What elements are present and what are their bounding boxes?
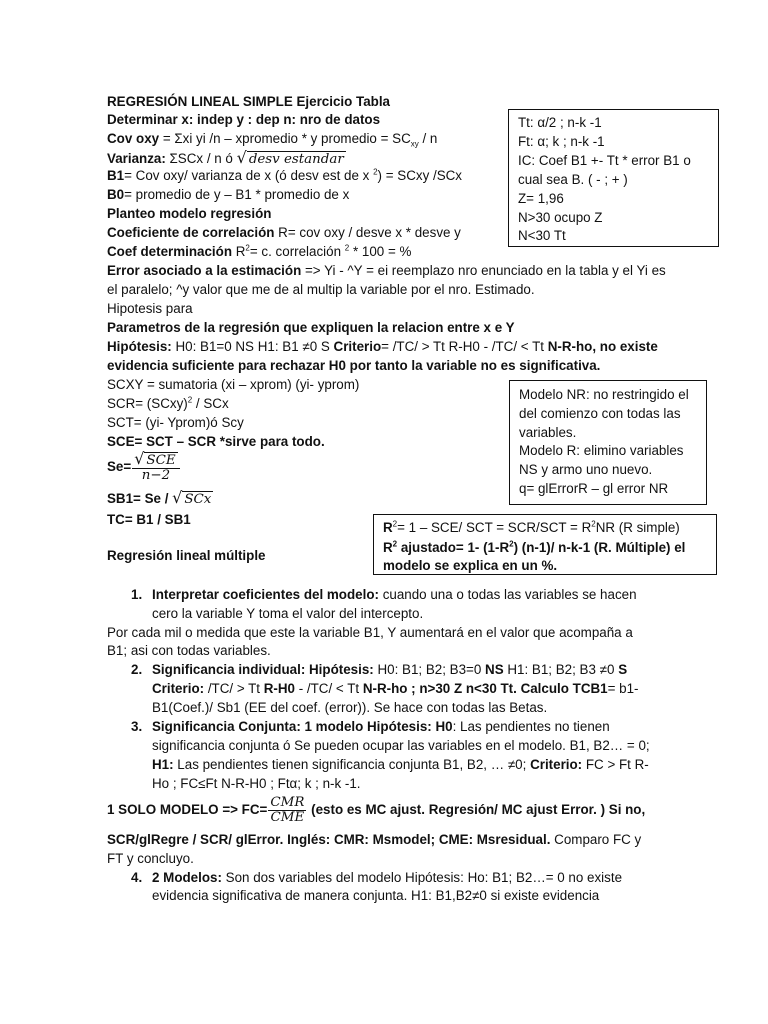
text-line: Coeficiente de correlación R= cov oxy / desve x * desve y: [107, 225, 461, 240]
box-line: $R^2= 1 - SCE/$ SCT = $SCR/SCT = R^2NR$ (R simple): [383, 519, 680, 535]
sqrt-icon: √: [172, 488, 183, 507]
text-line: Error asociado a la estimación => Yi - ^Y = ei reemplazo nro enunciado en la tabla y el Yi es: [107, 263, 666, 278]
box-line: $R^2$ ajustado= 1- $(1-R^2)$ (n-1)/ n-k-1 (R. Múltiple) el: [383, 539, 686, 555]
text-line: Varianza: ΣSCx / n ó √ desv estandar: [107, 148, 344, 167]
list-item: Interpretar coeficientes del modelo: cuando una o todas las variables se hacen: [152, 587, 637, 602]
text-line: el paralelo; ^y valor que me de al multip la variable por el nro. Estimado.: [107, 282, 535, 297]
formula-fc: 1 SOLO MODELO => FC= $\frac{\text{CMR}}{\text{CME}}$ (esto es MC ajust. Regresión/ MC ajust Error. ) Si no,: [107, 795, 646, 825]
text-line: Hipotesis para: [107, 301, 193, 316]
box-line: Tt: α/2 ; n-k -1: [518, 115, 602, 130]
formula-se: Se= $\frac{\text{√ SCE}}{n-2}$: [107, 452, 181, 483]
text-line: evidencia significativa de manera conjunta. H1: B1,B2≠0 si existe evidencia: [152, 888, 600, 903]
text-line: evidencia suficiente para rechazar H0 por tanto la variable no es significativa.: [107, 358, 601, 373]
doc-title: REGRESIÓN LINEAL SIMPLE Ejercicio Tabla: [107, 94, 391, 109]
box-model: [509, 380, 707, 505]
box-tt: [508, 109, 719, 247]
box-line: N<30 Tt: [518, 228, 566, 243]
list-item: 2 Modelos: Son dos variables del modelo Hipótesis: Ho: B1; B2…= 0 no existe: [152, 870, 623, 885]
box-line: q= glErrorR – gl error NR: [519, 481, 669, 496]
list-number: 3.: [131, 719, 143, 734]
box-line: cual sea B. ( - ; + ): [518, 172, 628, 187]
text-line: Hipótesis: H0: B1=0 NS H1: B1 ≠0 S Criterio= /TC/ > Tt R-H0 - /TC/ < Tt N-R-ho, no existe: [107, 339, 658, 354]
box-r2: [373, 514, 717, 575]
box-line: del comienzo con todas las: [519, 406, 681, 421]
text-line: Planteo modelo regresión: [107, 206, 272, 221]
list-item: Significancia individual: Hipótesis: H0: B1; B2; B3=0 NS H1: B1; B2; B3 ≠0 S: [152, 662, 628, 677]
text-line: Parametros de la regresión que expliquen la relacion entre x e Y: [107, 320, 515, 335]
text-line: Cov oxy = Σxi yi /n – xpromedio * y promedio = $SC_{xy}$ / n: [107, 131, 438, 149]
box-line: NS y armo uno nuevo.: [519, 462, 653, 477]
text-line: TC= B1 / SB1: [107, 512, 191, 527]
text-line: FT y concluyo.: [107, 851, 194, 866]
text-line: B1; asi con todas variables.: [107, 643, 271, 658]
text-line: SCT= (yi- Yprom)ó Scy: [107, 415, 244, 430]
text-line: Determinar x: indep y : dep n: nro de datos: [107, 112, 381, 127]
text-line: SCR= (SCxy)$^2$ / SCx: [107, 395, 229, 411]
box-line: Modelo R: elimino variables: [519, 443, 684, 458]
list-number: 4.: [131, 870, 143, 885]
list-number: 1.: [131, 587, 143, 602]
fraction: $\frac{\text{√ SCE}}{n-2}$: [132, 452, 179, 483]
text-line: Coef determinación $R^2= c$. correlación $^2$ * 100 = %: [107, 243, 412, 259]
text-line: cero la variable Y toma el valor del intercepto.: [152, 606, 424, 621]
formula-sb1: SB1= Se / √ SCx: [107, 488, 212, 507]
box-line: modelo se explica en un %.: [383, 558, 558, 573]
sqrt-icon: √: [134, 449, 145, 468]
box-line: Modelo NR: no restringido el: [519, 387, 689, 402]
text-line: H1: Las pendientes tienen significancia conjunta B1, B2, … ≠0; Criterio: FC > Ft R-: [152, 757, 649, 772]
box-line: N>30 ocupo Z: [518, 210, 603, 225]
text-line: Ho ; FC≤Ft N-R-H0 ; Ftα; k ; n-k -1.: [152, 776, 361, 791]
text-line: significancia conjunta ó Se pueden ocupar las variables en el modelo. B1, B2… = 0;: [152, 738, 650, 753]
text-line: SCR/glRegre / SCR/ glError. Inglés: CMR: Msmodel; CME: Msresidual. Comparo FC y: [107, 832, 642, 847]
fraction: $\frac{\text{CMR}}{\text{CME}}$: [270, 795, 305, 825]
box-line: IC: Coef B1 +- Tt * error B1 o: [518, 153, 691, 168]
list-number: 2.: [131, 662, 143, 677]
text-line: B1(Coef.)/ Sb1 (EE del coef. (error)). Se hace con todas las Betas.: [152, 700, 548, 715]
list-item: Significancia Conjunta: 1 modelo Hipótesis: H0: Las pendientes no tienen: [152, 719, 610, 734]
text-line: Criterio: /TC/ > Tt R-H0 - /TC/ < Tt N-R-ho ; n>30 Z n<30 Tt. Calculo TCB1= b1-: [152, 681, 639, 696]
text-line: SCXY = sumatoria (xi – xprom) (yi- yprom): [107, 377, 360, 392]
box-line: Z= 1,96: [518, 191, 564, 206]
text-line: B1= Cov oxy/ varianza de x (ó desv est de x $^2$) = SCxy /SCx: [107, 167, 462, 183]
text-line: Por cada mil o medida que este la variable B1, Y aumentará en el valor que acompaña a: [107, 625, 633, 640]
box-line: variables.: [519, 425, 577, 440]
text-line: B0= promedio de y – B1 * promedio de x: [107, 187, 350, 202]
sqrt-icon: √: [236, 148, 247, 167]
text-line: SCE= SCT – SCR *sirve para todo.: [107, 434, 325, 449]
box-line: Ft: α; k ; n-k -1: [518, 134, 605, 149]
section-heading: Regresión lineal múltiple: [107, 548, 266, 563]
